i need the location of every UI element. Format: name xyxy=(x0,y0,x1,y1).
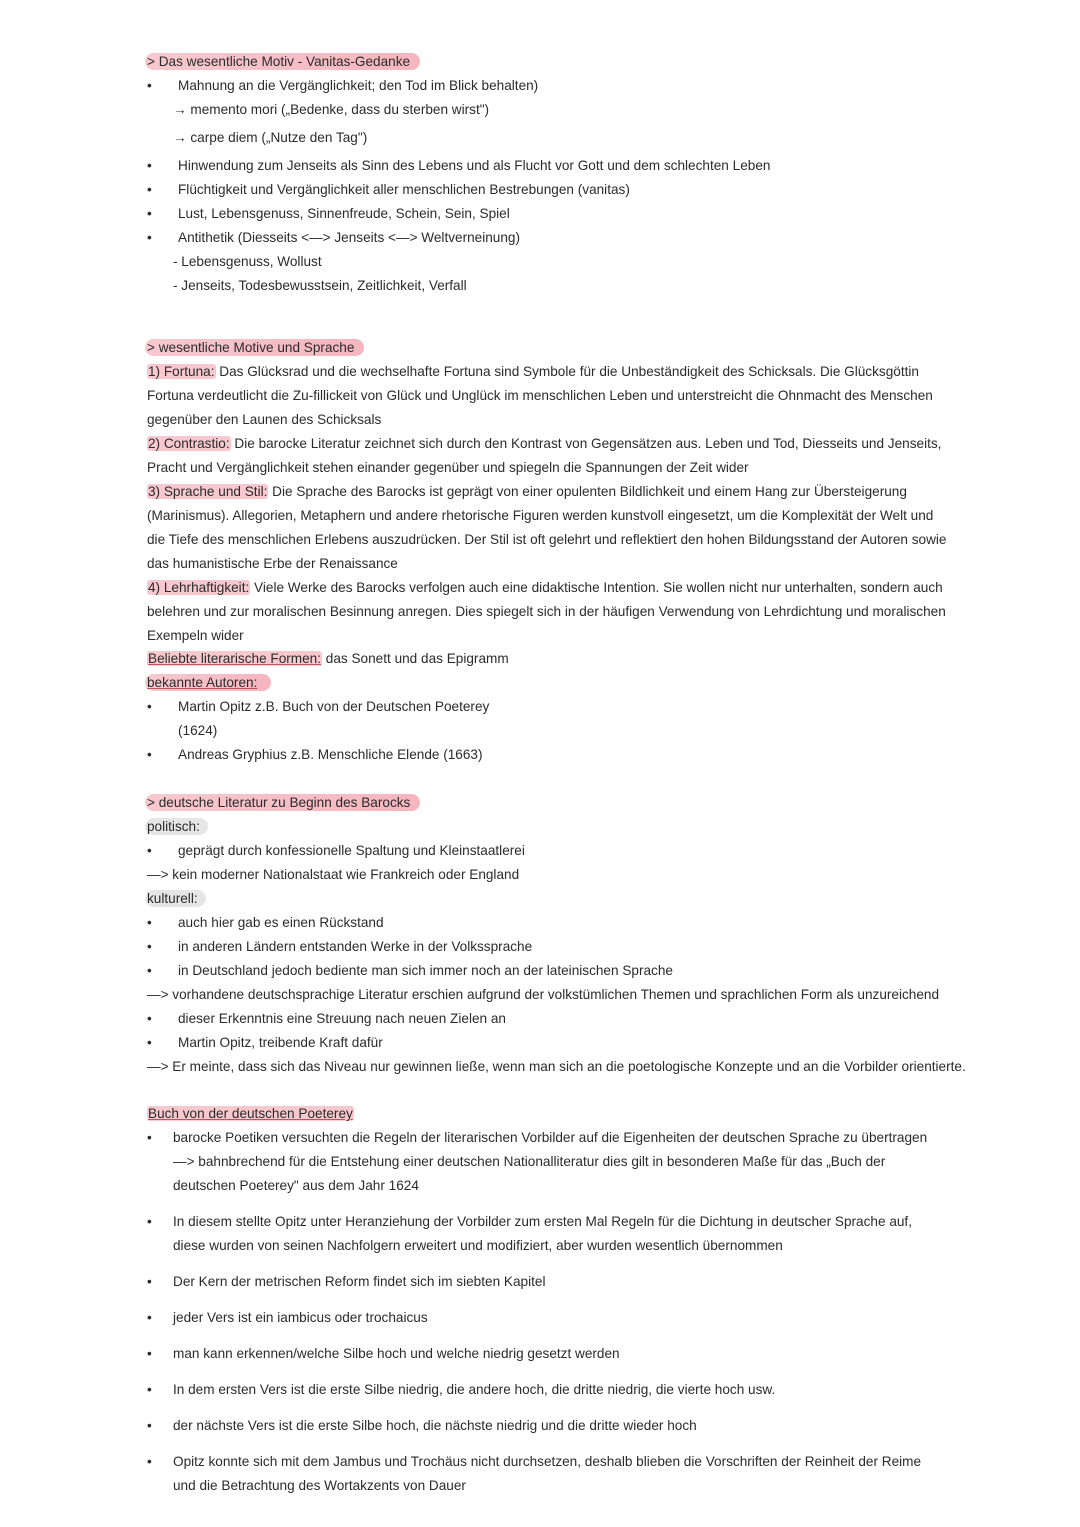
autor-item: Martin Opitz z.B. Buch von der Deutschen Poeterey xyxy=(178,699,490,714)
beginn-item: geprägt durch konfessionelle Spaltung und Kleinstaatlerei xyxy=(178,843,525,858)
formen-label: Beliebte literarische Formen: xyxy=(148,651,322,666)
beginn-item: in anderen Ländern entstanden Werke in der Volkssprache xyxy=(178,939,533,954)
buch-item: man kann erkennen/welche Silbe hoch und welche niedrig gesetzt werden xyxy=(173,1346,620,1361)
buch-item: Opitz konnte sich mit dem Jambus und Trochäus nicht durchsetzen, deshalb blieben die Vorschriften der Reinheit der Reime und die Betrachtung des Wortakzents von Dauer xyxy=(173,1454,922,1493)
politisch-label: politisch: xyxy=(145,818,208,835)
buch-item: In dem ersten Vers ist die erste Silbe niedrig, die andere hoch, die dritte niedrig, die vierte hoch usw. xyxy=(173,1382,776,1397)
vanitas-item: Antithetik (Diesseits <—> Jenseits <—> Weltverneinung) xyxy=(178,230,521,245)
beginn-item: Martin Opitz, treibende Kraft dafür xyxy=(178,1035,383,1050)
vanitas-item: Mahnung an die Vergänglichkeit; den Tod im Blick behalten) xyxy=(178,78,539,93)
contrastio-label: 2) Contrastio: xyxy=(148,436,230,451)
motive-heading: > wesentliche Motive und Sprache xyxy=(145,339,364,356)
fortuna-label: 1) Fortuna: xyxy=(148,364,215,379)
formen-section: Beliebte literarische Formen: das Sonett und das Epigramm bekannte Autoren: • Martin Opitz z.B. Buch von der Deutschen Poeterey (1624) • Andreas Gryphius z.B. Menschliche Elende (1663) xyxy=(147,647,947,767)
buch-section: Buch von der deutschen Poeterey • barocke Poetiken versuchten die Regeln der literarischen Vorbilder auf die Eigenheiten der deutschen Sprache zu übertragen —> bahnbrechend für die Entstehung einer deutschen Nationalliteratur dies gilt in besonderen Maße für das „Buch der deutschen Poeterey" aus dem Jahr 1624 • In diesem stellte Opitz unter Heranziehung der Vorbilder zum ersten Mal Regeln für die Dichtung in deutscher Sprache auf, diese wurden von seinen Nachfolgern erweitert und modifiziert, aber wurden wesentlich übernommen • Der Kern der metrischen Reform findet sich im siebten Kapitel • jeder Vers ist ein iambicus oder trochaicus • man kann erkennen/welche Silbe hoch und welche niedrig gesetzt werden • In dem ersten Vers ist die erste Silbe niedrig, die andere hoch, die dritte niedrig, die vierte hoch usw. • der nächste Vers ist die erste Silbe hoch, die nächste niedrig und die dritte wieder hoch • Opitz konnte sich mit dem Jambus und Trochäus nicht durchsetzen, deshalb blieben die Vorschriften der Reinheit der Reime und die Betrachtung des Wortakzents von Dauer xyxy=(147,1102,947,1498)
vanitas-subitem: - Lebensgenuss, Wollust xyxy=(173,254,322,269)
vanitas-item: Hinwendung zum Jenseits als Sinn des Lebens und als Flucht vor Gott und dem schlechten Leben xyxy=(178,158,771,173)
beginn-item: dieser Erkenntnis eine Streuung nach neuen Zielen an xyxy=(178,1011,506,1026)
vanitas-item: Lust, Lebensgenuss, Sinnenfreude, Schein, Sein, Spiel xyxy=(178,206,510,221)
beginn-arrow: —> kein moderner Nationalstaat wie Frankreich oder England xyxy=(147,867,520,882)
beginn-heading: > deutsche Literatur zu Beginn des Barocks xyxy=(145,794,420,811)
motive-section xyxy=(147,336,947,648)
kulturell-label: kulturell: xyxy=(145,890,206,907)
beginn-section: > deutsche Literatur zu Beginn des Barocks politisch: • geprägt durch konfessionelle Spaltung und Kleinstaatlerei —> kein moderner Nationalstaat wie Frankreich oder England kulturell: • auch hier gab es einen Rückstand • in anderen Ländern entstanden Werke in der Volkssprache • in Deutschland jedoch bediente man sich immer noch an der lateinischen Sprache —> vorhandene deutschsprachige Literatur erschien aufgrund der volkstümlichen Themen und sprachlichen Form als unzureichend • dieser Erkenntnis eine Streuung nach neuen Zielen an • Martin Opitz, treibende Kraft dafür —> Er meinte, dass sich das Niveau nur gewinnen ließe, wenn man sich an die poetologische Konzepte und an die Vorbilder orientierte. xyxy=(147,791,947,1079)
vanitas-subitem: - Jenseits, Todesbewusstsein, Zeitlichkeit, Verfall xyxy=(173,278,467,293)
buch-heading: Buch von der deutschen Poeterey xyxy=(148,1106,353,1121)
autoren-label: bekannte Autoren: xyxy=(145,674,271,691)
bullet: • xyxy=(147,78,152,93)
vanitas-subitem: → carpe diem („Nutze den Tag") xyxy=(173,130,368,145)
autor-year: (1624) xyxy=(178,723,218,738)
vanitas-section: > Das wesentliche Motiv - Vanitas-Gedanke • Mahnung an die Vergänglichkeit; den Tod im Blick behalten) → memento mori („Bedenke, dass du sterben wirst") → carpe diem („Nutze den Tag") • Hinwendung zum Jenseits als Sinn des Lebens und als Flucht vor Gott und dem schlechten Leben • Flüchtigkeit und Vergänglichkeit aller menschlichen Bestrebungen (vanitas) • Lust, Lebensgenuss, Sinnenfreude, Schein, Sein, Spiel • Antithetik (Diesseits <—> Jenseits <—> Weltverneinung) - Lebensgenuss, Wollust - Jenseits, Todesbewusstsein, Zeitlichkeit, Verfall xyxy=(147,50,947,298)
contrastio-text: Die barocke Literatur zeichnet sich durch den Kontrast von Gegensätzen aus. Leben und Tod, Diesseits und Jenseits, Pracht und Vergänglichkeit stehen einander gegenüber und spiegeln die Spannungen der Zeit wider xyxy=(147,436,942,475)
beginn-item: in Deutschland jedoch bediente man sich immer noch an der lateinischen Sprache xyxy=(178,963,673,978)
buch-item: der nächste Vers ist die erste Silbe hoch, die nächste niedrig und die dritte wieder hoch xyxy=(173,1418,697,1433)
formen-text: das Sonett und das Epigramm xyxy=(322,651,509,666)
motive-paragraph xyxy=(147,576,947,648)
buch-item: Der Kern der metrischen Reform findet sich im siebten Kapitel xyxy=(173,1274,546,1289)
motive-paragraph xyxy=(147,432,947,480)
vanitas-heading: > Das wesentliche Motiv - Vanitas-Gedanke xyxy=(145,53,420,70)
beginn-item: auch hier gab es einen Rückstand xyxy=(178,915,384,930)
vanitas-item: Flüchtigkeit und Vergänglichkeit aller menschlichen Bestrebungen (vanitas) xyxy=(178,182,630,197)
beginn-arrow: —> vorhandene deutschsprachige Literatur erschien aufgrund der volkstümlichen Themen und sprachlichen Form als unzureichend xyxy=(147,987,940,1002)
lehrhaftigkeit-text: Viele Werke des Barocks verfolgen auch eine didaktische Intention. Sie wollen nicht nur unterhalten, sondern auch belehren und zur moralischen Besinnung anregen. Dies spiegelt sich in der häufigen Verwendung von Lehrdichtung und moralischen Exempeln wider xyxy=(147,580,946,643)
buch-subitem: —> bahnbrechend für die Entstehung einer deutschen Nationalliteratur dies gilt in besonderen Maße für das „Buch der deutschen Poeterey" aus dem Jahr 1624 xyxy=(173,1154,886,1193)
sprache-text: Die Sprache des Barocks ist geprägt von einer opulenten Bildlichkeit und einem Hang zur Übersteigerung (Marinismus). Allegorien, Metaphern und andere rhetorische Figuren werden kunstvoll eingesetzt, um die Komplexität der Welt und die Tiefe des menschlichen Erlebens auszudrücken. Der Stil ist oft gelehrt und reflektiert den hohen Bildungsstand der Autoren sowie das humanistische Erbe der Renaissance xyxy=(147,484,947,571)
autor-item: Andreas Gryphius z.B. Menschliche Elende (1663) xyxy=(178,747,483,762)
sprache-label: 3) Sprache und Stil: xyxy=(148,484,268,499)
motive-paragraph xyxy=(147,360,947,432)
motive-paragraph xyxy=(147,480,947,576)
buch-item: In diesem stellte Opitz unter Heranziehung der Vorbilder zum ersten Mal Regeln für die Dichtung in deutscher Sprache auf, diese wurden von seinen Nachfolgern erweitert und modifiziert, aber wurden wesentlich übernommen xyxy=(173,1214,912,1253)
beginn-arrow: —> Er meinte, dass sich das Niveau nur gewinnen ließe, wenn man sich an die poetologische Konzepte und an die Vorbilder orientierte. xyxy=(147,1059,966,1074)
vanitas-subitem: → memento mori („Bedenke, dass du sterben wirst") xyxy=(173,102,490,117)
lehrhaftigkeit-label: 4) Lehrhaftigkeit: xyxy=(148,580,250,595)
buch-item: barocke Poetiken versuchten die Regeln der literarischen Vorbilder auf die Eigenheiten der deutschen Sprache zu übertragen xyxy=(173,1130,928,1145)
buch-item: jeder Vers ist ein iambicus oder trochaicus xyxy=(173,1310,428,1325)
fortuna-text: Das Glücksrad und die wechselhafte Fortuna sind Symbole für die Unbeständigkeit des Schicksals. Die Glücksgöttin Fortuna verdeutlicht die Zu-fillickeit von Glück und Unglück im menschlichen Leben und unterstreicht die Ohnmacht des Menschen gegenüber den Launen des Schicksals xyxy=(147,364,933,427)
